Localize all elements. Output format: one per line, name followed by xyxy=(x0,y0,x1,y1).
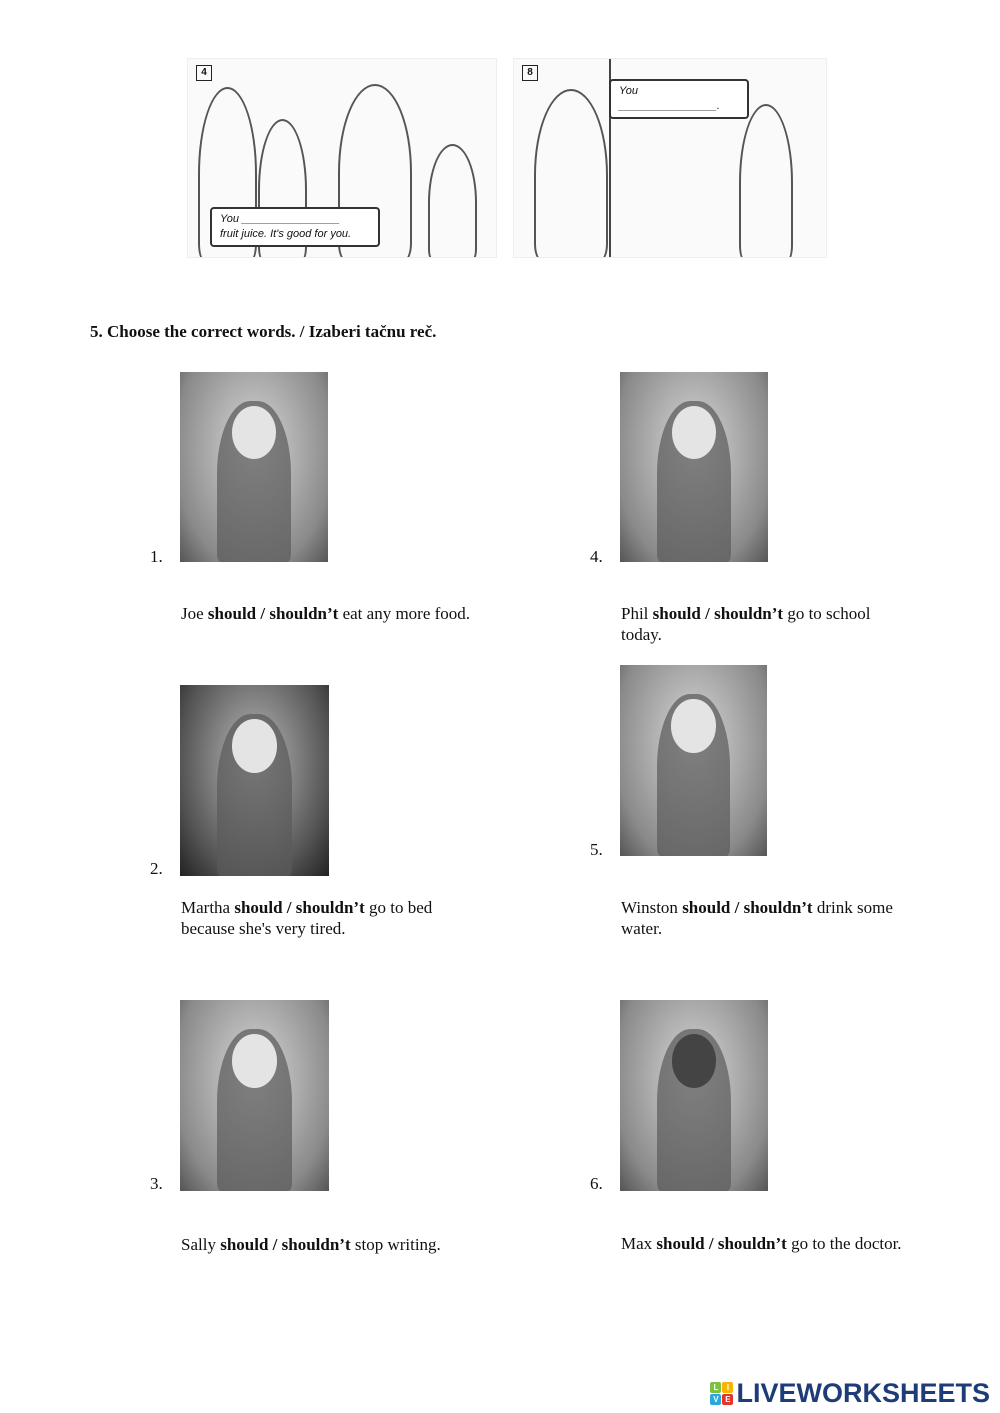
panel-number: 4 xyxy=(196,65,212,81)
figure-sketch xyxy=(534,89,608,258)
sentence-1: Joe should / shouldn’t eat any more food. xyxy=(181,604,471,623)
picture-sally xyxy=(180,1000,329,1191)
figure-sketch xyxy=(428,144,477,258)
illustration-panel-4 xyxy=(187,58,497,258)
figure-sketch xyxy=(739,104,793,258)
picture-phil xyxy=(620,372,768,562)
item-number: 6. xyxy=(590,1174,603,1193)
bubble-text: You ________________ xyxy=(220,213,340,225)
liveworksheets-logo xyxy=(710,1378,990,1409)
exercise-heading: 5. Choose the correct words. / Izaberi tačnu reč. xyxy=(90,322,437,341)
item-number: 4. xyxy=(590,547,603,566)
sentence-5: Winston should / shouldn’t drink some water. xyxy=(621,898,893,938)
sentence-2: Martha should / shouldn’t go to bed because she's very tired. xyxy=(181,898,433,938)
picture-winston xyxy=(620,665,767,856)
choice-should-shouldnt[interactable]: should / shouldn’t xyxy=(207,604,339,623)
sentence-3: Sally should / shouldn’t stop writing. xyxy=(181,1235,441,1254)
sentence-4: Phil should / shouldn’t go to school today. xyxy=(621,604,871,644)
sentence-6: Max should / shouldn’t go to the doctor. xyxy=(621,1234,902,1253)
choice-should-shouldnt[interactable]: should / shouldn’t xyxy=(682,898,813,917)
logo-text: LIVEWORKSHEETS xyxy=(736,1378,990,1408)
picture-joe xyxy=(180,372,328,562)
choice-should-shouldnt[interactable]: should / shouldn’t xyxy=(656,1234,787,1253)
picture-martha xyxy=(180,685,329,876)
choice-should-shouldnt[interactable]: should / shouldn’t xyxy=(234,898,365,917)
logo-icon: L I V E xyxy=(710,1382,733,1405)
illustration-panel-8 xyxy=(513,58,827,258)
item-number: 5. xyxy=(590,840,603,859)
picture-max xyxy=(620,1000,768,1191)
panel-number: 8 xyxy=(522,65,538,81)
item-number: 1. xyxy=(150,547,163,566)
choice-should-shouldnt[interactable]: should / shouldn’t xyxy=(652,604,784,623)
item-number: 2. xyxy=(150,859,163,878)
bubble-text: fruit juice. It's good for you. xyxy=(220,228,352,240)
bubble-text: You ________________. xyxy=(619,85,720,112)
choice-should-shouldnt[interactable]: should / shouldn’t xyxy=(220,1235,351,1254)
speech-bubble xyxy=(609,79,749,119)
speech-bubble xyxy=(210,207,380,247)
item-number: 3. xyxy=(150,1174,163,1193)
